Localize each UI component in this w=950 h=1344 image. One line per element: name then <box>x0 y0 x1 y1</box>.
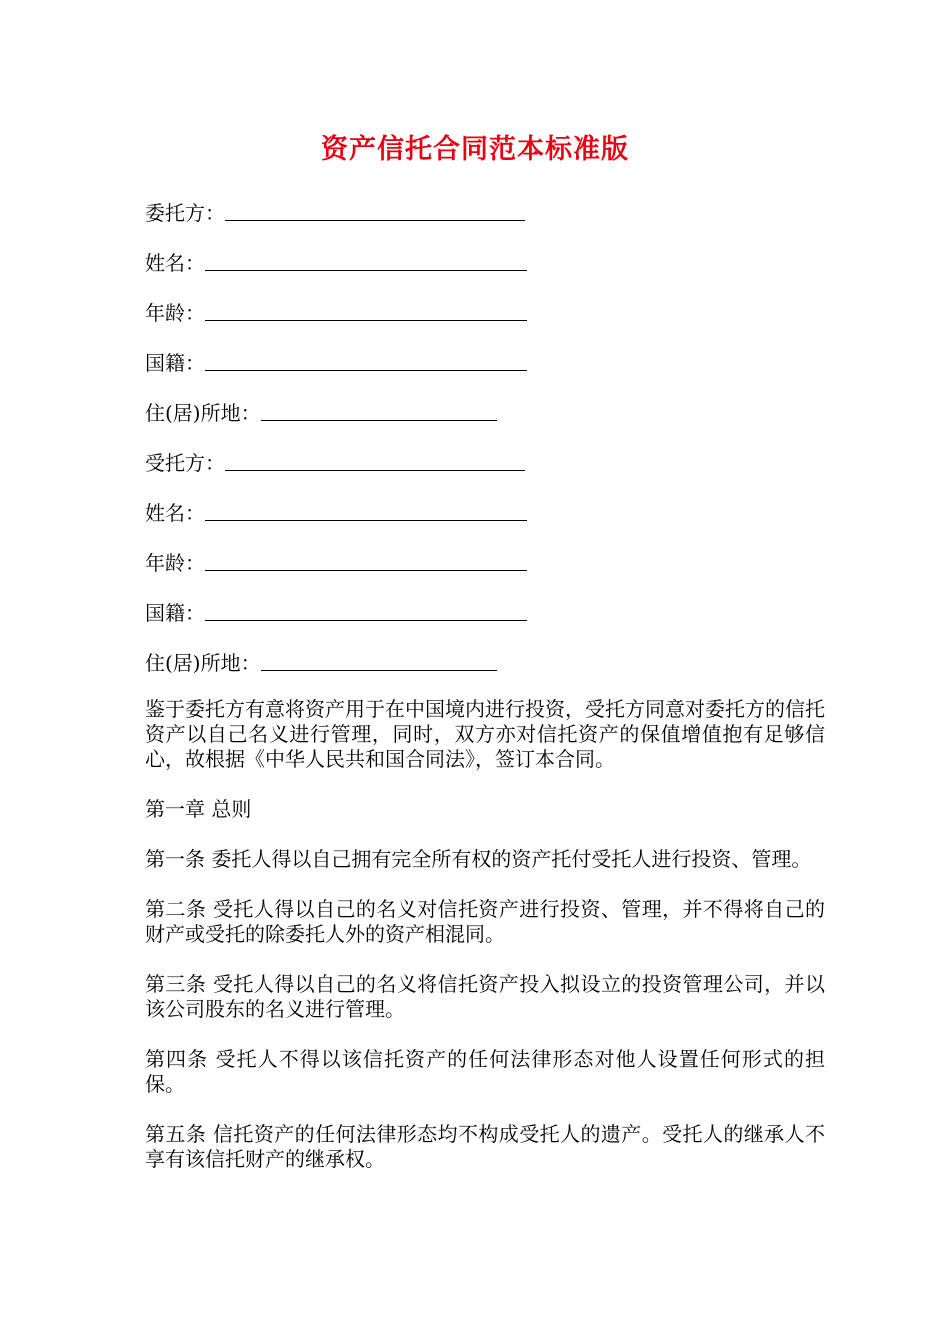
fill-in-blank <box>225 440 525 471</box>
field-label: 姓名： <box>145 501 205 525</box>
preamble-paragraph: 鉴于委托方有意将资产用于在中国境内进行投资，受托方同意对委托方的信托资产以自己名义进行管理，同时，双方亦对信托资产的保值增值抱有足够信心，故根据《中华人民共和国合同法》，签订本合同。 <box>145 697 825 771</box>
fill-in-blank <box>261 640 497 671</box>
field-label: 年龄： <box>145 301 205 325</box>
fill-in-blank <box>205 540 527 571</box>
field-principal-address <box>145 390 825 440</box>
field-label: 姓名： <box>145 251 205 275</box>
party-info-fields <box>145 190 825 690</box>
field-principal-nationality <box>145 340 825 390</box>
article-2: 第二条 受托人得以自己的名义对信托资产进行投资、管理，并不得将自己的财产或受托的除委托人外的资产相混同。 <box>145 897 825 946</box>
fill-in-blank <box>205 490 527 521</box>
field-trustee-nationality <box>145 590 825 640</box>
contract-body <box>145 697 825 1197</box>
field-trustee-address <box>145 640 825 690</box>
fill-in-blank <box>205 290 527 321</box>
field-trustee <box>145 440 825 490</box>
article-4: 第四条 受托人不得以该信托资产的任何法律形态对他人设置任何形式的担保。 <box>145 1047 825 1096</box>
fill-in-blank <box>205 340 527 371</box>
field-label: 住(居)所地： <box>145 651 261 675</box>
document-title: 资产信托合同范本标准版 <box>321 134 629 165</box>
fill-in-blank <box>261 390 497 421</box>
field-principal <box>145 190 825 240</box>
field-label: 受托方： <box>145 451 225 475</box>
article-3: 第三条 受托人得以自己的名义将信托资产投入拟设立的投资管理公司，并以该公司股东的名义进行管理。 <box>145 972 825 1021</box>
field-principal-age <box>145 290 825 340</box>
field-trustee-age <box>145 540 825 590</box>
field-trustee-name <box>145 490 825 540</box>
fill-in-blank <box>205 590 527 621</box>
field-label: 年龄： <box>145 551 205 575</box>
field-label: 国籍： <box>145 351 205 375</box>
field-label: 住(居)所地： <box>145 401 261 425</box>
field-principal-name <box>145 240 825 290</box>
chapter-heading: 第一章 总则 <box>145 797 252 821</box>
fill-in-blank <box>205 240 527 271</box>
field-label: 国籍： <box>145 601 205 625</box>
article-1: 第一条 委托人得以自己拥有完全所有权的资产托付受托人进行投资、管理。 <box>145 847 812 871</box>
fill-in-blank <box>225 190 525 221</box>
field-label: 委托方： <box>145 201 225 225</box>
article-5: 第五条 信托资产的任何法律形态均不构成受托人的遗产。受托人的继承人不享有该信托财产的继承权。 <box>145 1122 825 1171</box>
